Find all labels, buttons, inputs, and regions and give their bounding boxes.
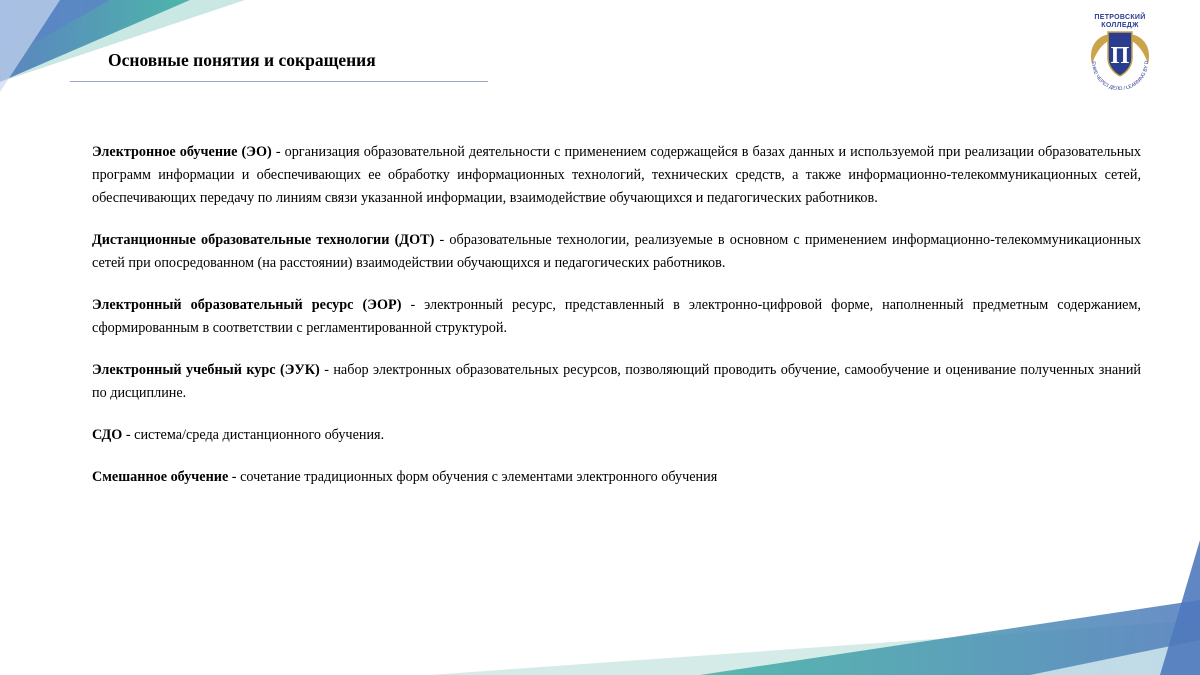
term-label: Электронный учебный курс (ЭУК) bbox=[92, 362, 320, 378]
laurel-right bbox=[1130, 34, 1149, 64]
term-definition: - электронный ресурс, представленный в электронно-цифровой форме, наполненный предметным содержанием, сформированным в соответствии с регламентированной структурой. bbox=[92, 297, 1141, 336]
logo-name-line2: КОЛЛЕДЖ bbox=[1101, 22, 1139, 29]
definition-blended bbox=[92, 466, 1141, 489]
title-underline bbox=[70, 81, 488, 82]
definition-sdo bbox=[92, 424, 1141, 447]
term-definition: - система/среда дистанционного обучения. bbox=[122, 427, 385, 443]
definition-eor bbox=[92, 294, 1141, 340]
term-label: СДО bbox=[92, 427, 123, 443]
laurel-left bbox=[1091, 34, 1110, 64]
slide-title: Основные понятия и сокращения bbox=[108, 50, 376, 70]
logo-motto: ЕНИЕ ЧЕРЕЗ ДЕЛО / LEARNING BY D bbox=[1089, 60, 1151, 93]
term-definition: - образовательные технологии, реализуемые в основном с применением информационно-телекоммуникационных сетей при опосредованном (на расстоянии) взаимодействии обучающихся и педагогических работников. bbox=[92, 232, 1141, 271]
definition-euk bbox=[92, 359, 1141, 405]
definitions-list bbox=[92, 141, 1141, 489]
logo-monogram: П bbox=[1110, 43, 1130, 69]
term-label: Электронный образовательный ресурс (ЭОР) bbox=[92, 297, 402, 313]
logo-emblem bbox=[1078, 12, 1162, 94]
logo-name-line1: ПЕТРОВСКИЙ bbox=[1094, 14, 1146, 21]
definition-dot bbox=[92, 229, 1141, 275]
term-label: Дистанционные образовательные технологии (ДОТ) bbox=[92, 232, 435, 248]
college-logo bbox=[1078, 12, 1162, 94]
term-definition: - организация образовательной деятельности с применением содержащейся в базах данных и используемой при реализации образовательных программ информации и обеспечивающих ее обработку информационных технологий, технических средств, а также информационно-телекоммуникационных сетей, обеспечивающих передачу по линиям связи указанной информации, взаимодействие обучающихся и педагогических работников. bbox=[92, 144, 1141, 206]
term-label: Электронное обучение (ЭО) bbox=[92, 144, 272, 160]
definition-eo bbox=[92, 141, 1141, 210]
term-definition: - сочетание традиционных форм обучения с элементами электронного обучения bbox=[228, 469, 718, 485]
term-label: Смешанное обучение bbox=[92, 469, 229, 485]
term-definition: - набор электронных образовательных ресурсов, позволяющий проводить обучение, самообучение и оценивание полученных знаний по дисциплине. bbox=[92, 362, 1142, 401]
